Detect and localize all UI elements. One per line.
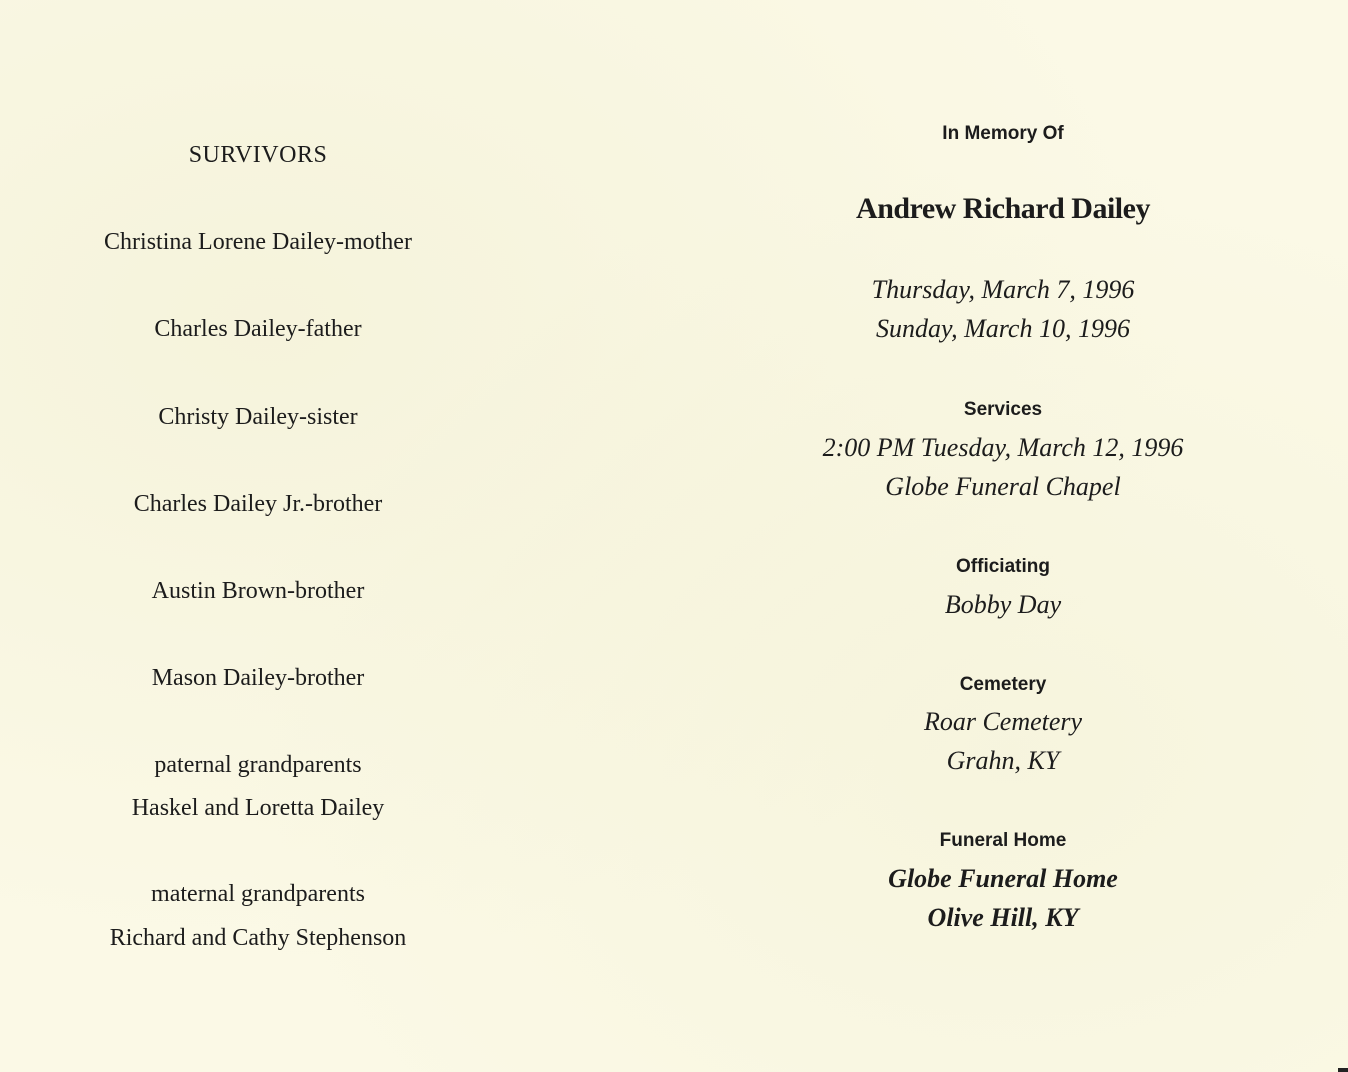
in-memory-of-label: In Memory Of: [942, 123, 1064, 144]
services-label: Services: [963, 399, 1043, 420]
survivor-entry: Mason Dailey-brother: [151, 665, 365, 691]
survivor-entry: Richard and Cathy Stephenson: [109, 925, 407, 951]
death-date: Sunday, March 10, 1996: [876, 314, 1130, 343]
officiating-label: Officiating: [956, 556, 1050, 577]
survivor-group-label: maternal grandparents: [151, 881, 365, 907]
cemetery-name: Roar Cemetery: [923, 707, 1083, 736]
survivor-entry: Haskel and Loretta Dailey: [131, 795, 385, 821]
funeral-home-name: Globe Funeral Home: [888, 864, 1118, 893]
funeral-home-label: Funeral Home: [939, 830, 1067, 851]
officiating-name: Bobby Day: [944, 590, 1062, 619]
survivors-heading: SURVIVORS: [188, 142, 328, 168]
survivor-entry: Christy Dailey-sister: [158, 404, 358, 430]
services-place: Globe Funeral Chapel: [885, 472, 1121, 501]
birth-date: Thursday, March 7, 1996: [871, 275, 1135, 304]
scan-corner-mark: [1338, 1068, 1348, 1072]
funeral-home-location: Olive Hill, KY: [927, 903, 1079, 932]
deceased-name: Andrew Richard Dailey: [856, 192, 1150, 225]
cemetery-label: Cemetery: [959, 674, 1047, 695]
survivor-entry: Austin Brown-brother: [151, 578, 365, 604]
survivor-entry: Christina Lorene Dailey-mother: [104, 229, 412, 255]
survivor-entry: Charles Dailey-father: [154, 316, 362, 342]
survivor-entry: Charles Dailey Jr.-brother: [133, 491, 383, 517]
services-time: 2:00 PM Tuesday, March 12, 1996: [822, 433, 1184, 462]
cemetery-location: Grahn, KY: [946, 746, 1060, 775]
survivor-group-label: paternal grandparents: [154, 752, 362, 778]
